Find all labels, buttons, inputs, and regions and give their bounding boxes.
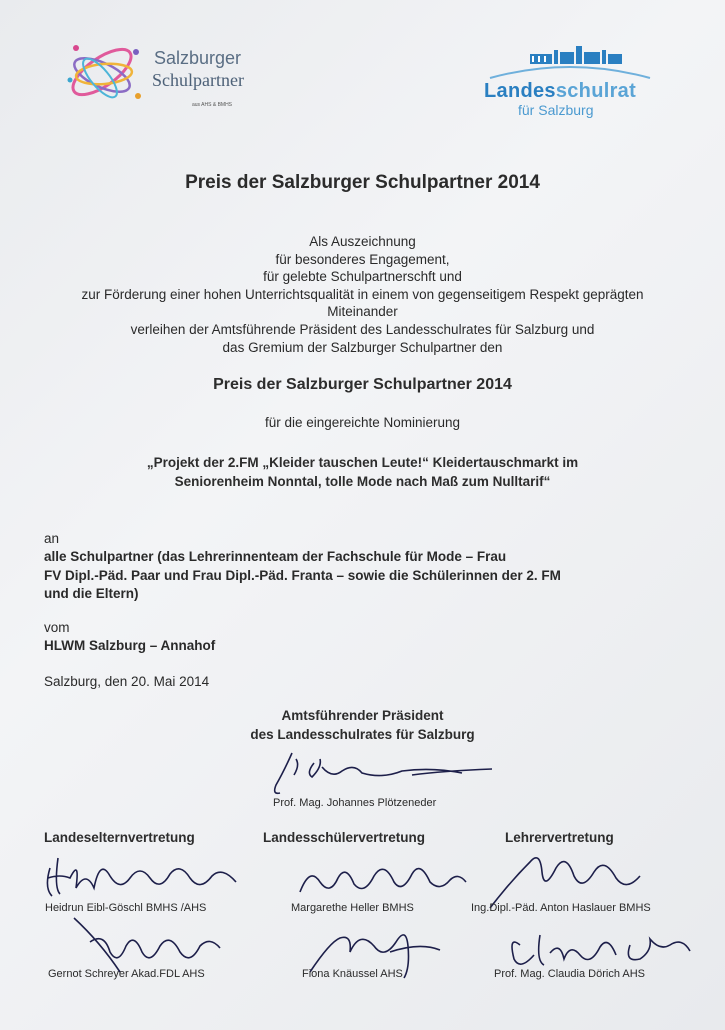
signer-knaeussel: Fiona Knäussel AHS <box>302 968 403 980</box>
award-line: zur Förderung einer hohen Unterrichtsqualität in einem von gegenseitigem Respekt geprägten <box>81 286 644 302</box>
award-line: verleihen der Amtsführende Präsident des Landesschulrates für Salzburg und <box>130 321 595 337</box>
project-line: Seniorenheim Nonntal, tolle Mode nach Maß zum Nulltarif“ <box>174 474 551 489</box>
project-line: „Projekt der 2.FM „Kleider tauschen Leute!“ Kleidertauschmarkt im <box>146 455 579 470</box>
prize-name: Preis der Salzburger Schulpartner 2014 <box>213 376 512 393</box>
president-signature <box>262 745 502 805</box>
president-title-line1: Amtsführender Präsident <box>281 708 444 723</box>
logo-right-brand-part2: schulrat <box>555 80 637 102</box>
recipient-line: und die Eltern) <box>44 586 139 601</box>
signature-heller <box>290 852 470 908</box>
logo-right-subtitle: für Salzburg <box>518 102 594 118</box>
signature-eibl-goeschl <box>40 848 250 908</box>
signer-haslauer: Ing.Dipl.-Päd. Anton Haslauer BMHS <box>471 902 651 914</box>
award-line: für besonderes Engagement, <box>275 251 450 267</box>
award-line: für gelebte Schulpartnerschft und <box>263 269 462 285</box>
signature-doerich <box>500 915 700 975</box>
column-heading-parents: Landeselternvertretung <box>44 830 195 845</box>
project-title <box>0 453 725 491</box>
nomination-text: für die eingereichte Nominierung <box>264 415 461 430</box>
award-line: Als Auszeichnung <box>309 234 416 249</box>
signer-eibl-goeschl: Heidrun Eibl-Göschl BMHS /AHS <box>45 902 207 914</box>
building-skyline-icon <box>480 42 660 80</box>
landesschulrat-logo <box>480 42 660 122</box>
signer-heller: Margarethe Heller BMHS <box>291 902 414 914</box>
place-date: Salzburg, den 20. Mai 2014 <box>44 674 210 689</box>
recipient-text <box>44 548 561 604</box>
salzburger-schulpartner-logo <box>60 30 280 120</box>
certificate-title: Preis der Salzburger Schulpartner 2014 <box>185 172 540 193</box>
logo-left-line2: Schulpartner <box>152 70 244 90</box>
president-name: Prof. Mag. Johannes Plötzeneder <box>273 797 437 809</box>
president-title-line2: des Landesschulrates für Salzburg <box>250 727 475 742</box>
recipient-line: FV Dipl.-Päd. Paar und Frau Dipl.-Päd. Franta – sowie die Schülerinnen der 2. FM <box>44 567 561 583</box>
from-label: vom <box>44 620 70 635</box>
recipient-label: an <box>44 531 60 546</box>
award-text <box>0 233 725 356</box>
swirl-logo-icon <box>60 30 155 120</box>
signer-doerich: Prof. Mag. Claudia Dörich AHS <box>494 968 646 980</box>
signer-schreyer: Gernot Schreyer Akad.FDL AHS <box>48 968 205 980</box>
logo-right-brand-part1: Landes <box>484 80 556 102</box>
logo-left-line1: Salzburger <box>154 48 242 68</box>
logo-left-line3: aus AHS & BMHS <box>192 102 233 108</box>
from-value: HLWM Salzburg – Annahof <box>44 638 216 653</box>
column-heading-students: Landesschülervertretung <box>263 830 426 845</box>
award-line: das Gremium der Salzburger Schulpartner den <box>222 339 503 355</box>
column-heading-teachers: Lehrervertretung <box>505 830 614 845</box>
recipient-line: alle Schulpartner (das Lehrerinnenteam der Fachschule für Mode – Frau <box>44 549 507 564</box>
award-line: Miteinander <box>327 304 398 320</box>
logo-right-brand <box>484 80 636 103</box>
